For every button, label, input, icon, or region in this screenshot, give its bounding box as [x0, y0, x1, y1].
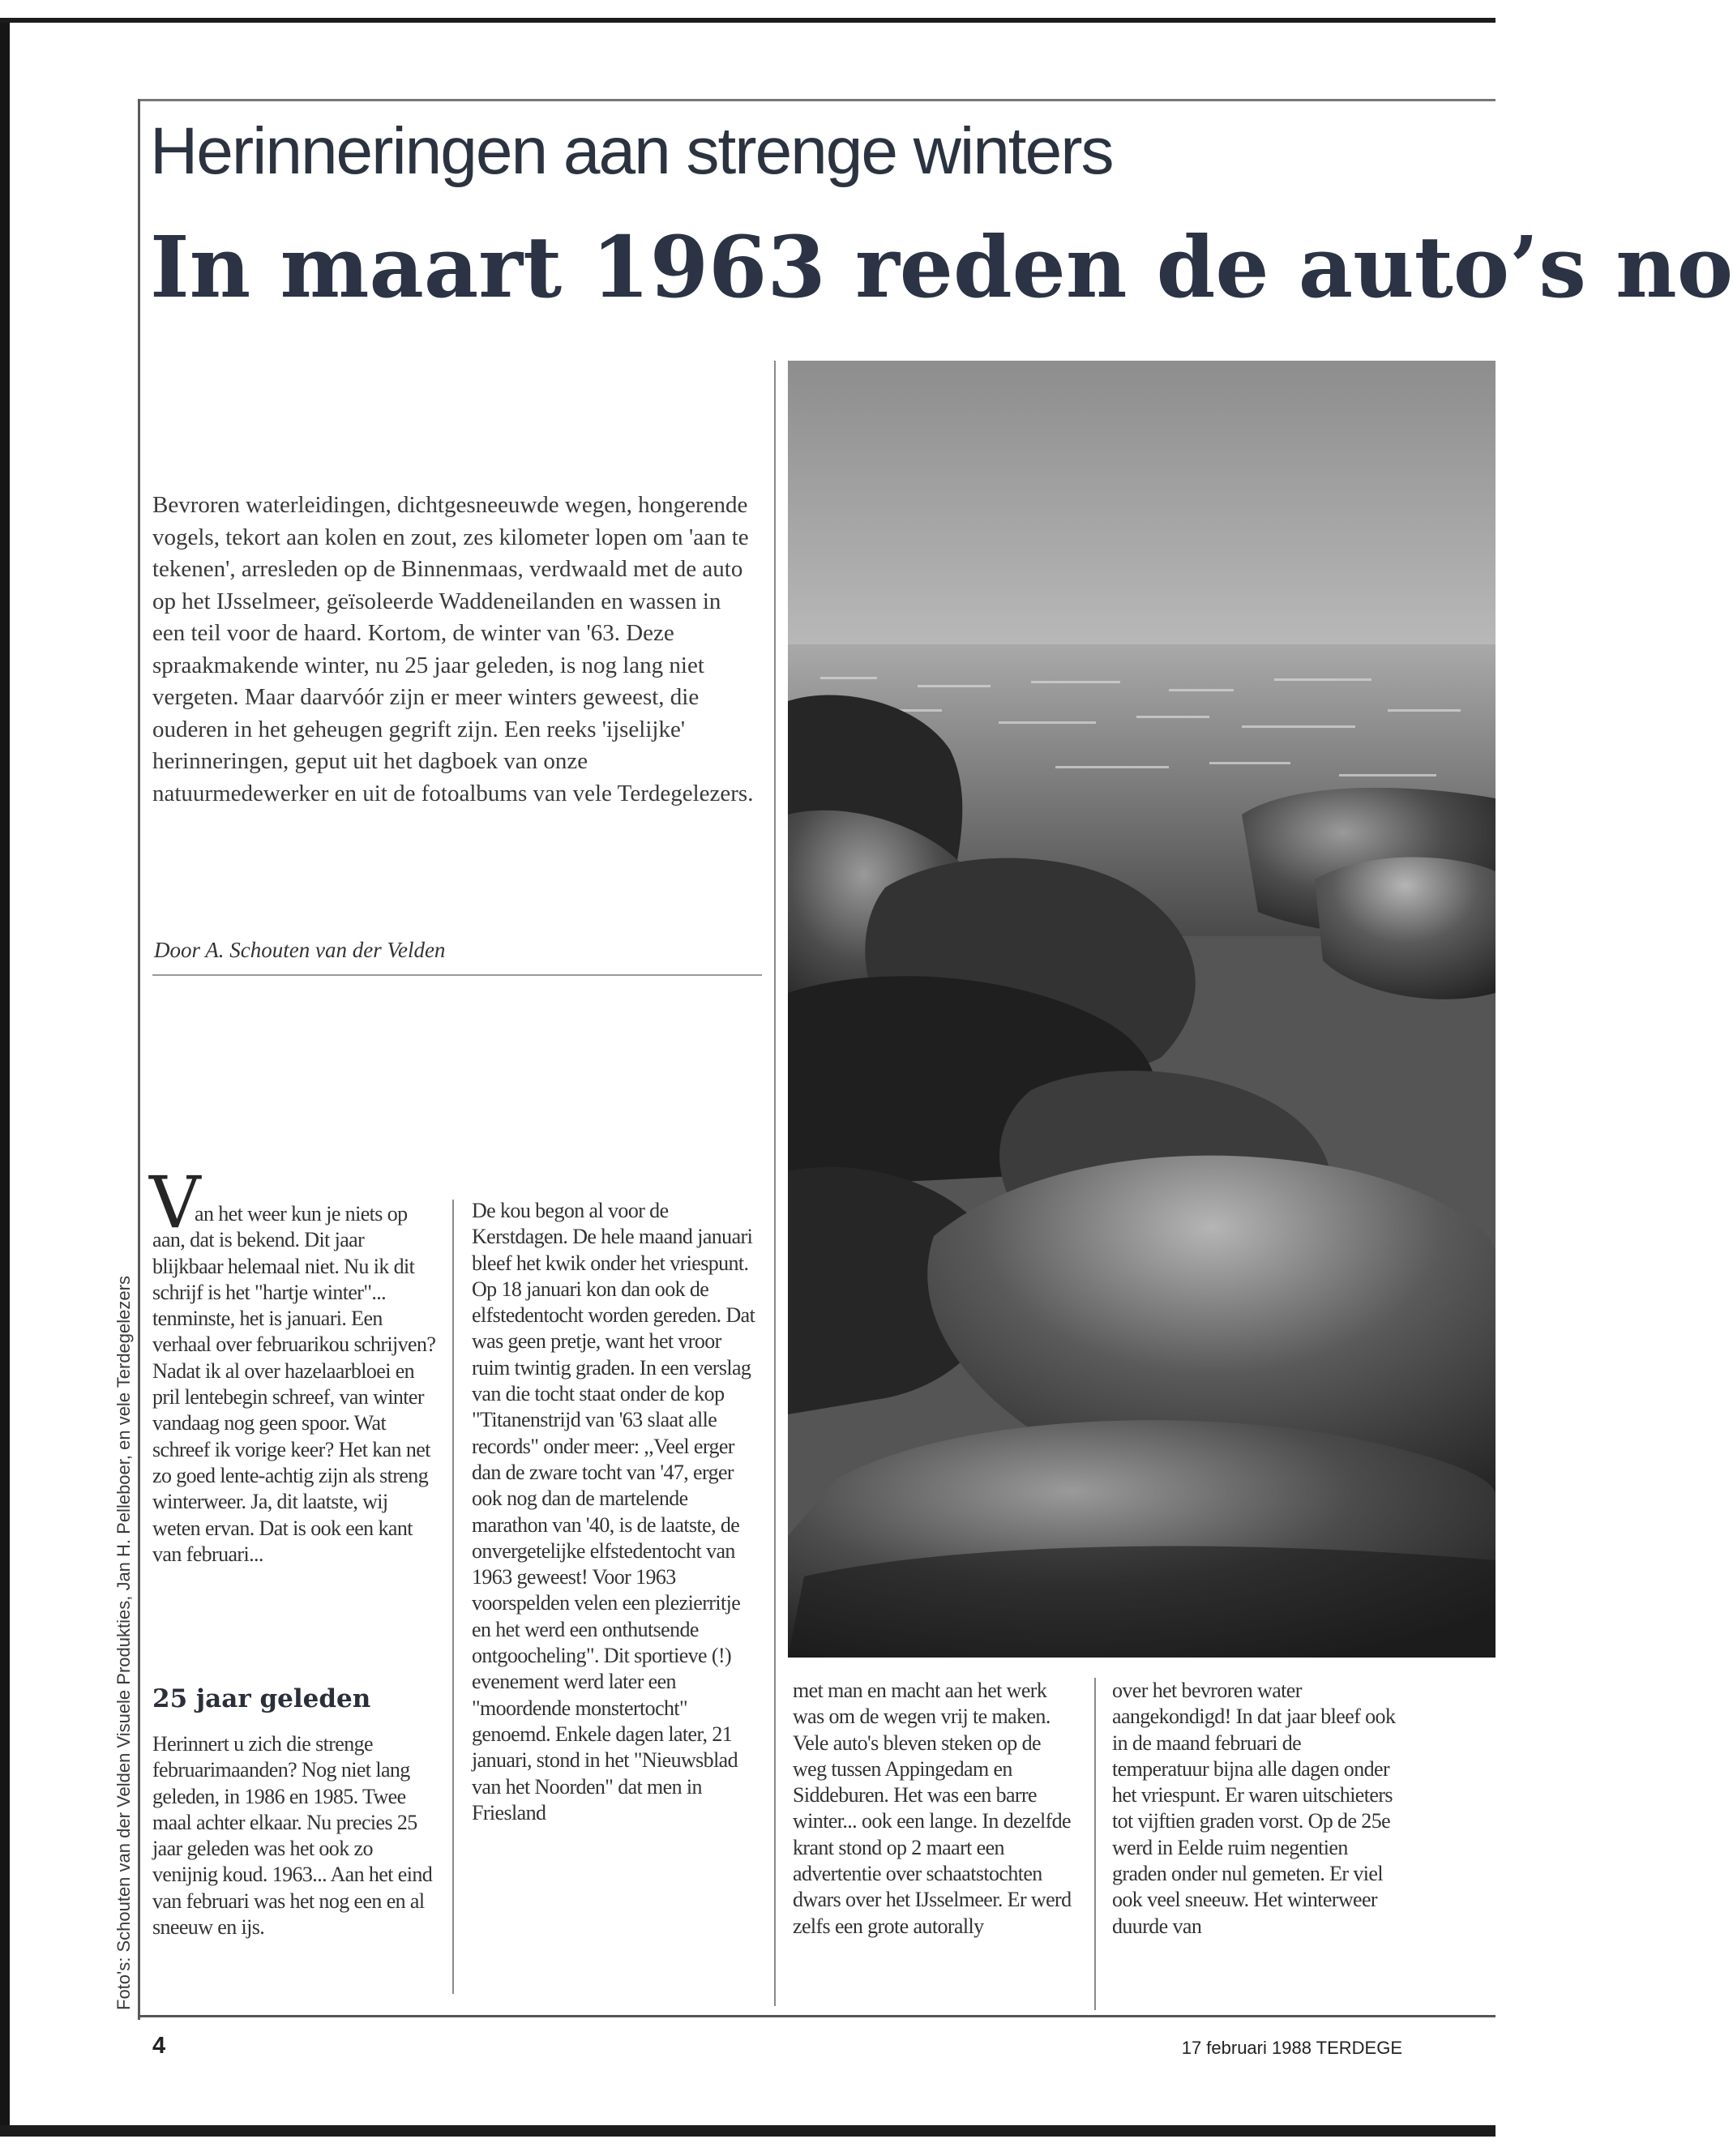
header-rule — [138, 99, 1496, 101]
column-rule-3 — [1094, 1678, 1096, 2010]
body-column-1-paragraph-1 — [152, 1201, 438, 1568]
column-rule-2 — [774, 361, 776, 2006]
column-rule-1 — [452, 1200, 454, 1994]
left-border-edge — [0, 23, 10, 2125]
byline-rule — [152, 974, 762, 976]
body-column-3: met man en macht aan het werk was om de wegen vrij te maken. Vele auto's bleven steken op de weg tussen Appingedam en Siddeburen. Het was een barre winter... ook een lange. In dezelfde krant stond op 2 maart een advertentie over schaatstochten dwars over het IJsselmeer. Er werd zelfs een grote autorally — [793, 1679, 1072, 1938]
bottom-border-rule — [0, 2125, 1496, 2137]
photo-icy-rocks-shore — [788, 361, 1496, 1658]
top-border-rule — [0, 18, 1496, 23]
header-vertical-rule — [138, 99, 140, 2020]
photo-illustration — [788, 361, 1496, 1658]
byline: Door A. Schouten van der Velden — [154, 938, 446, 962]
intro-lead: Bevroren waterleidingen, dichtgesneeuwde wegen, hongerende vogels, tekort aan kolen en zout, zes kilometer lopen om 'aan te tekenen', arresleden op de Binnenmaas, verdwaald met de auto op het IJsselmeer, geïsoleerde Waddeneilanden en wassen in een teil voor de haard. Kortom, de winter van '63. Deze spraakmakende winter, nu 25 jaar geleden, is nog lang niet vergeten. Maar daarvóór zijn er meer winters geweest, die ouderen in het geheugen gegrift zijn. Een reeks 'ijselijke' herinneringen, geput uit het dagboek van onze natuurmedewerker en uit de fotoalbums van vele Terdegelezers. — [152, 492, 754, 806]
body-column-1-text: an het weer kun je niets op aan, dat is bekend. Dit jaar blijkbaar helemaal niet. Nu ik dit schrijf is het "hartje winter"... tenminste, het is januari. Een verhaal over februarikou schrijven? Nadat ik al over hazelaarbloei en pril lentebegin schreef, van winter vandaag nog geen spoor. Wat schreef ik vorige keer? Het kan net zo goed lente-achtig zijn als streng winterweer. Ja, dit laatste, wij weten ervan. Dat is ook een kant van februari... — [152, 1202, 436, 1566]
body-column-4: over het bevroren water aangekondigd! In dat jaar bleef ook in de maand februari de temperatuur bijna alle dagen onder het vriespunt. Er waren uitschieters tot vijftien graden vorst. Op de 25e werd in Eelde ruim negentien graden onder nul gemeten. Er viel ook veel sneeuw. Het winterweer duurde van — [1112, 1679, 1396, 1938]
kicker-title: Herinneringen aan strenge winters — [150, 114, 1113, 188]
page-number: 4 — [152, 2033, 166, 2059]
headline-clip — [138, 211, 1733, 317]
subheading: 25 jaar geleden — [152, 1684, 371, 1713]
headline: In maart 1963 reden de auto’s no — [150, 217, 1733, 317]
footer-rule — [138, 2015, 1496, 2017]
photo-credit: Foto's: Schouten van der Velden Visuele Produkties, Jan H. Pelleboer, en vele Terdegelezers — [113, 1276, 134, 2010]
body-column-2: De kou begon al voor de Kerstdagen. De hele maand januari bleef het kwik onder het vriespunt. Op 18 januari kon dan ook de elfstedentocht worden gereden. Dat was geen pretje, want het vroor ruim twintig graden. In een verslag van die tocht staat onder de kop "Titanenstrijd van '63 slaat alle records" onder meer: ,,Veel erger dan de zware tocht van '47, erger ook nog dan de martelende marathon van '40, is de laatste, de onvergetelijke elfstedentocht van 1963 geweest! Voor 1963 voorspelden velen een plezierritje en het werd een onthutsende ontgoocheling". Dit sportieve (!) evenement werd later een "moordende monstertocht" genoemd. Enkele dagen later, 21 januari, stond in het "Nieuwsblad van het Noorden" dat men in Friesland — [472, 1199, 755, 1824]
folio-date-publication: 17 februari 1988 TERDEGE — [1181, 2038, 1402, 2058]
drop-cap: V — [149, 1161, 201, 1244]
body-column-1-paragraph-2: Herinnert u zich die strenge februarimaanden? Nog niet lang geleden, in 1986 en 1985. Twee maal achter elkaar. Nu precies 25 jaar geleden was het ook zo venijnig koud. 1963... Aan het eind van februari was het nog een en al sneeuw en ijs. — [152, 1732, 433, 1940]
